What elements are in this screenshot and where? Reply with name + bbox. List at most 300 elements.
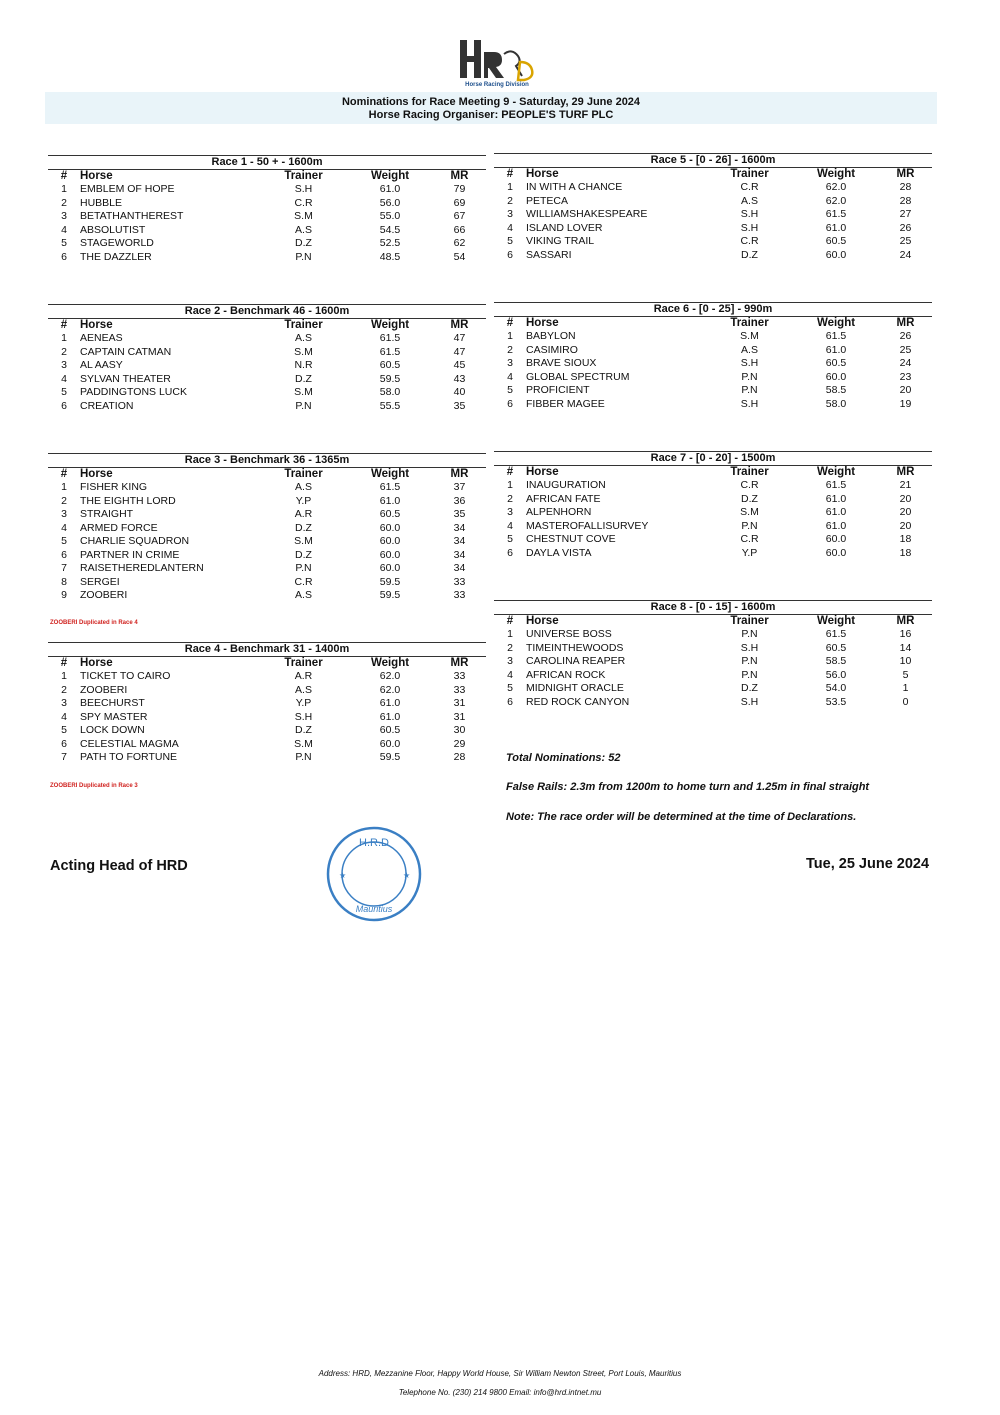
horse-name: IN WITH A CHANCE: [526, 181, 623, 193]
trainer: S.H: [294, 710, 313, 723]
mr: 31: [453, 697, 466, 709]
race-title: Race 3 - Benchmark 36 - 1365m: [48, 453, 486, 468]
entry-number: 3: [61, 697, 67, 709]
trainer: A.R: [294, 508, 313, 520]
trainer: A.S: [295, 589, 312, 601]
trainer: Y.P: [295, 697, 312, 709]
column-header-mr: MR: [896, 317, 915, 329]
entry-number: 5: [61, 724, 67, 736]
weight: 59.5: [379, 575, 401, 588]
horse-name: MASTEROFALLISURVEY: [526, 519, 649, 532]
table-row: [48, 495, 486, 509]
column-header-num: #: [506, 317, 514, 329]
weight: 54.0: [825, 682, 847, 694]
weight: 61.0: [379, 183, 401, 195]
column-header-mr: MR: [896, 615, 915, 627]
race-title: Race 4 - Benchmark 31 - 1400m: [48, 642, 486, 657]
trainer: A.S: [741, 194, 758, 207]
column-header-mr: MR: [896, 466, 915, 478]
mr: 18: [899, 546, 912, 559]
table-row: [494, 533, 932, 547]
entry-number: 1: [61, 481, 67, 493]
trainer: A.S: [295, 481, 312, 493]
table-row: [48, 684, 486, 698]
weight: 60.5: [825, 641, 847, 654]
nominations-table: [494, 317, 932, 411]
horse-name: PADDINGTONS LUCK: [80, 386, 187, 398]
entry-number: 2: [61, 345, 67, 358]
horse-name: TICKET TO CAIRO: [80, 670, 171, 682]
column-header-horse: Horse: [526, 466, 559, 478]
table-row: [494, 235, 932, 249]
trainer: C.R: [294, 196, 313, 209]
svg-text:★: ★: [339, 871, 347, 880]
mr: 28: [899, 194, 912, 207]
horse-name: CHARLIE SQUADRON: [80, 535, 190, 547]
nominations-table: [48, 170, 486, 264]
horse-name: CASIMIRO: [526, 343, 578, 356]
horse-name: CHESTNUT COVE: [526, 533, 616, 545]
horse-name: BABYLON: [526, 330, 576, 342]
horse-name: ISLAND LOVER: [526, 221, 603, 234]
horse-name: ARMED FORCE: [80, 521, 158, 534]
svg-text:★: ★: [403, 871, 411, 880]
trainer: S.H: [740, 221, 759, 234]
trainer: S.M: [294, 386, 313, 398]
duplicate-note-race-4: ZOOBERI Duplicated in Race 3: [50, 783, 138, 789]
weight: 60.0: [379, 737, 401, 750]
trainer: S.H: [740, 695, 759, 708]
horse-name: STRAIGHT: [80, 508, 134, 520]
horse-name: ABSOLUTIST: [80, 223, 146, 236]
trainer: P.N: [741, 655, 758, 667]
horse-name: HUBBLE: [80, 196, 123, 209]
horse-name: LOCK DOWN: [80, 724, 145, 736]
table-row: [494, 506, 932, 520]
trainer: D.Z: [295, 237, 312, 249]
table-row: [48, 738, 486, 752]
trainer: D.Z: [295, 372, 312, 385]
horse-name: AL AASY: [80, 359, 123, 371]
race-title: Race 6 - [0 - 25] - 990m: [494, 302, 932, 317]
entry-number: 2: [61, 494, 67, 507]
weight: 61.5: [825, 208, 847, 220]
horse-name: FISHER KING: [80, 481, 148, 493]
mr: 20: [899, 492, 912, 505]
horse-name: AFRICAN FATE: [526, 492, 601, 505]
entry-number: 5: [61, 535, 67, 547]
mr: 26: [899, 221, 912, 234]
mr: 16: [899, 628, 912, 640]
entry-number: 6: [507, 248, 513, 261]
table-row: [494, 682, 932, 696]
trainer: S.H: [740, 397, 759, 410]
race-7-table: [494, 451, 932, 560]
table-row: [48, 522, 486, 536]
table-row: [48, 224, 486, 238]
trainer: A.S: [741, 343, 758, 356]
column-header-trainer: Trainer: [730, 615, 769, 627]
trainer: C.R: [740, 235, 759, 247]
entry-number: 2: [507, 194, 513, 207]
weight: 59.5: [379, 751, 401, 763]
horse-name: SASSARI: [526, 248, 572, 261]
column-header-horse: Horse: [526, 615, 559, 627]
svg-text:H.R.D: H.R.D: [359, 837, 389, 849]
weight: 61.5: [825, 628, 847, 640]
race-title: Race 5 - [0 - 26] - 1600m: [494, 153, 932, 168]
mr: 30: [453, 724, 466, 736]
entry-number: 1: [507, 181, 513, 193]
organiser: Horse Racing Organiser: PEOPLE'S TURF PLC: [368, 109, 614, 121]
trainer: A.S: [295, 332, 312, 344]
mr: 18: [899, 533, 912, 545]
race-title: Race 7 - [0 - 20] - 1500m: [494, 451, 932, 466]
entry-number: 5: [61, 237, 67, 249]
entry-number: 3: [507, 506, 513, 518]
column-header-trainer: Trainer: [284, 468, 323, 480]
table-row: [494, 249, 932, 263]
column-header-weight: Weight: [370, 319, 410, 331]
entry-number: 6: [61, 399, 67, 412]
weight: 60.0: [379, 521, 401, 534]
horse-name: SPY MASTER: [80, 710, 148, 723]
weight: 52.5: [379, 237, 401, 249]
entry-number: 5: [507, 682, 513, 694]
mr: 19: [899, 397, 912, 410]
entry-number: 5: [507, 384, 513, 396]
race-5-table: [494, 153, 932, 262]
mr: 34: [453, 521, 466, 534]
entry-number: 6: [507, 397, 513, 410]
weight: 58.0: [825, 397, 847, 410]
column-header-weight: Weight: [370, 468, 410, 480]
table-row: [48, 210, 486, 224]
mr: 34: [453, 535, 466, 547]
entry-number: 3: [507, 357, 513, 369]
weight: 61.0: [379, 697, 401, 709]
trainer: S.M: [294, 210, 313, 222]
weight: 62.0: [825, 194, 847, 207]
column-header-num: #: [60, 468, 68, 480]
weight: 62.0: [825, 181, 847, 193]
table-row: [494, 208, 932, 222]
false-rails-note: False Rails: 2.3m from 1200m to home turn and 1.25m in final straight: [506, 781, 870, 793]
table-row: [494, 344, 932, 358]
entry-number: 7: [61, 562, 67, 574]
trainer: P.N: [741, 519, 758, 532]
entry-number: 7: [61, 751, 67, 763]
entry-number: 5: [507, 533, 513, 545]
entry-number: 6: [61, 737, 67, 750]
table-row: [48, 549, 486, 563]
trainer: S.M: [294, 737, 313, 750]
table-row: [48, 237, 486, 251]
entry-number: 5: [61, 386, 67, 398]
entry-number: 4: [61, 372, 67, 385]
column-header-num: #: [60, 657, 68, 669]
table-row: [48, 183, 486, 197]
svg-text:Mauritius: Mauritius: [355, 904, 393, 914]
weight: 61.5: [825, 479, 847, 491]
trainer: P.N: [741, 370, 758, 383]
nominations-table: [48, 319, 486, 413]
entry-number: 1: [507, 330, 513, 342]
nominations-table: [494, 466, 932, 560]
table-row: [494, 222, 932, 236]
race-2-table: [48, 304, 486, 413]
trainer: D.Z: [741, 682, 758, 694]
race-order-note: Note: The race order will be determined at the time of Declarations.: [506, 811, 857, 823]
trainer: D.Z: [741, 492, 758, 505]
trainer: P.N: [295, 399, 312, 412]
column-header-weight: Weight: [816, 615, 856, 627]
document-date: Tue, 25 June 2024: [806, 856, 930, 872]
mr: 66: [453, 223, 466, 236]
horse-name: BEECHURST: [80, 697, 145, 709]
trainer: S.M: [294, 535, 313, 547]
trainer: S.M: [740, 506, 759, 518]
mr: 79: [453, 183, 466, 195]
horse-name: SERGEI: [80, 575, 120, 588]
mr: 43: [453, 372, 466, 385]
column-header-weight: Weight: [370, 170, 410, 182]
duplicate-note-race-3: ZOOBERI Duplicated in Race 4: [50, 620, 138, 626]
horse-name: THE EIGHTH LORD: [80, 494, 176, 507]
trainer: P.N: [741, 628, 758, 640]
mr: 47: [453, 345, 466, 358]
header-banner: [45, 92, 937, 124]
column-header-weight: Weight: [816, 466, 856, 478]
weight: 62.0: [379, 683, 401, 696]
trainer: P.N: [295, 250, 312, 263]
horse-name: CELESTIAL MAGMA: [80, 737, 179, 750]
mr: 69: [453, 196, 466, 209]
table-row: [48, 589, 486, 603]
column-header-mr: MR: [450, 468, 469, 480]
mr: 26: [899, 330, 912, 342]
column-header-mr: MR: [450, 657, 469, 669]
entry-number: 3: [507, 655, 513, 667]
table-row: [48, 400, 486, 414]
weight: 60.0: [825, 248, 847, 261]
table-row: [494, 642, 932, 656]
entry-number: 1: [61, 332, 67, 344]
mr: 0: [902, 695, 909, 708]
trainer: A.S: [295, 683, 312, 696]
entry-number: 4: [61, 710, 67, 723]
table-row: [48, 386, 486, 400]
weight: 61.0: [825, 221, 847, 234]
mr: 67: [453, 210, 466, 222]
column-header-num: #: [506, 168, 514, 180]
entry-number: 6: [61, 548, 67, 561]
entry-number: 4: [61, 223, 67, 236]
table-row: [48, 751, 486, 765]
nominations-table: [48, 468, 486, 603]
entry-number: 4: [507, 519, 513, 532]
trainer: D.Z: [295, 548, 312, 561]
table-header: [48, 170, 486, 183]
trainer: A.R: [294, 670, 313, 682]
table-row: [48, 481, 486, 495]
weight: 60.0: [379, 562, 401, 574]
mr: 29: [453, 737, 466, 750]
column-header-mr: MR: [450, 319, 469, 331]
mr: 31: [453, 710, 466, 723]
race-title: Race 8 - [0 - 15] - 1600m: [494, 600, 932, 615]
trainer: C.R: [294, 575, 313, 588]
horse-name: WILLIAMSHAKESPEARE: [526, 208, 648, 220]
column-header-horse: Horse: [80, 170, 113, 182]
horse-name: UNIVERSE BOSS: [526, 628, 612, 640]
horse-name: GLOBAL SPECTRUM: [526, 370, 630, 383]
horse-name: BETATHANTHEREST: [80, 210, 184, 222]
mr: 24: [899, 248, 912, 261]
trainer: D.Z: [295, 724, 312, 736]
mr: 33: [453, 683, 466, 696]
horse-name: ZOOBERI: [80, 683, 128, 696]
table-row: [48, 373, 486, 387]
trainer: D.Z: [741, 248, 758, 261]
weight: 61.5: [379, 345, 401, 358]
trainer: P.N: [295, 751, 312, 763]
column-header-horse: Horse: [80, 657, 113, 669]
trainer: Y.P: [295, 494, 312, 507]
race-title: Race 2 - Benchmark 46 - 1600m: [48, 304, 486, 319]
entry-number: 4: [61, 521, 67, 534]
weight: 60.0: [379, 535, 401, 547]
column-header-mr: MR: [896, 168, 915, 180]
mr: 1: [902, 682, 909, 694]
table-row: [494, 384, 932, 398]
trainer: S.H: [294, 183, 313, 195]
horse-name: PATH TO FORTUNE: [80, 751, 178, 763]
entry-number: 2: [507, 641, 513, 654]
entry-number: 2: [507, 492, 513, 505]
horse-name: VIKING TRAIL: [526, 235, 595, 247]
table-row: [48, 562, 486, 576]
entry-number: 3: [61, 210, 67, 222]
table-row: [494, 398, 932, 412]
trainer: C.R: [740, 533, 759, 545]
horse-name: CAPTAIN CATMAN: [80, 345, 172, 358]
table-row: [494, 655, 932, 669]
mr: 37: [453, 481, 466, 493]
race-4-table: [48, 642, 486, 765]
weight: 60.0: [825, 370, 847, 383]
trainer: N.R: [294, 359, 313, 371]
weight: 62.0: [379, 670, 401, 682]
weight: 61.5: [379, 481, 401, 493]
entry-number: 3: [507, 208, 513, 220]
trainer: P.N: [741, 668, 758, 681]
table-header: [494, 466, 932, 479]
table-row: [48, 508, 486, 522]
column-header-num: #: [506, 466, 514, 478]
entry-number: 6: [507, 695, 513, 708]
weight: 61.0: [825, 519, 847, 532]
horse-name: AFRICAN ROCK: [526, 668, 606, 681]
mr: 14: [899, 641, 912, 654]
table-header: [48, 319, 486, 332]
table-row: [494, 493, 932, 507]
trainer: C.R: [740, 479, 759, 491]
mr: 54: [453, 250, 466, 263]
mr: 33: [453, 575, 466, 588]
horse-name: AENEAS: [80, 332, 123, 344]
trainer: S.M: [294, 345, 313, 358]
nominations-table: [494, 168, 932, 262]
nominations-table: [48, 657, 486, 765]
trainer: S.H: [740, 208, 759, 220]
weight: 60.5: [379, 724, 401, 736]
weight: 61.5: [825, 330, 847, 342]
table-row: [494, 357, 932, 371]
table-row: [48, 576, 486, 590]
column-header-trainer: Trainer: [730, 466, 769, 478]
mr: 34: [453, 562, 466, 574]
horse-name: ALPENHORN: [526, 506, 592, 518]
table-header: [494, 615, 932, 628]
column-header-weight: Weight: [816, 168, 856, 180]
footer-contact: Telephone No. (230) 214 9800 Email: info@hrd.intnet.mu: [398, 1388, 602, 1397]
weight: 59.5: [379, 589, 401, 601]
trainer: P.N: [741, 384, 758, 396]
table-row: [494, 669, 932, 683]
race-8-table: [494, 600, 932, 709]
entry-number: 4: [507, 668, 513, 681]
horse-name: BRAVE SIOUX: [526, 357, 597, 369]
table-header: [494, 168, 932, 181]
trainer: S.H: [740, 357, 759, 369]
mr: 28: [453, 751, 466, 763]
weight: 55.0: [379, 210, 401, 222]
horse-name: FIBBER MAGEE: [526, 397, 605, 410]
weight: 55.5: [379, 399, 401, 412]
mr: 24: [899, 357, 912, 369]
mr: 36: [453, 494, 466, 507]
trainer: C.R: [740, 181, 759, 193]
mr: 27: [899, 208, 912, 220]
table-row: [48, 711, 486, 725]
column-header-trainer: Trainer: [730, 168, 769, 180]
entry-number: 2: [61, 196, 67, 209]
mr: 20: [899, 506, 912, 518]
mr: 5: [902, 668, 909, 681]
column-header-num: #: [60, 319, 68, 331]
entry-number: 8: [61, 575, 67, 588]
entry-number: 1: [61, 183, 67, 195]
mr: 62: [453, 237, 466, 249]
mr: 34: [453, 548, 466, 561]
table-header: [494, 317, 932, 330]
horse-name: INAUGURATION: [526, 479, 606, 491]
signatory-title: Acting Head of HRD: [50, 858, 188, 874]
race-6-table: [494, 302, 932, 411]
mr: 35: [453, 399, 466, 412]
horse-name: MIDNIGHT ORACLE: [526, 682, 624, 694]
weight: 60.5: [825, 235, 847, 247]
horse-name: ZOOBERI: [80, 589, 128, 601]
entry-number: 3: [61, 508, 67, 520]
trainer: S.M: [740, 330, 759, 342]
entry-number: 1: [507, 628, 513, 640]
entry-number: 6: [507, 546, 513, 559]
horse-name: CAROLINA REAPER: [526, 655, 626, 667]
table-row: [494, 181, 932, 195]
column-header-trainer: Trainer: [284, 319, 323, 331]
